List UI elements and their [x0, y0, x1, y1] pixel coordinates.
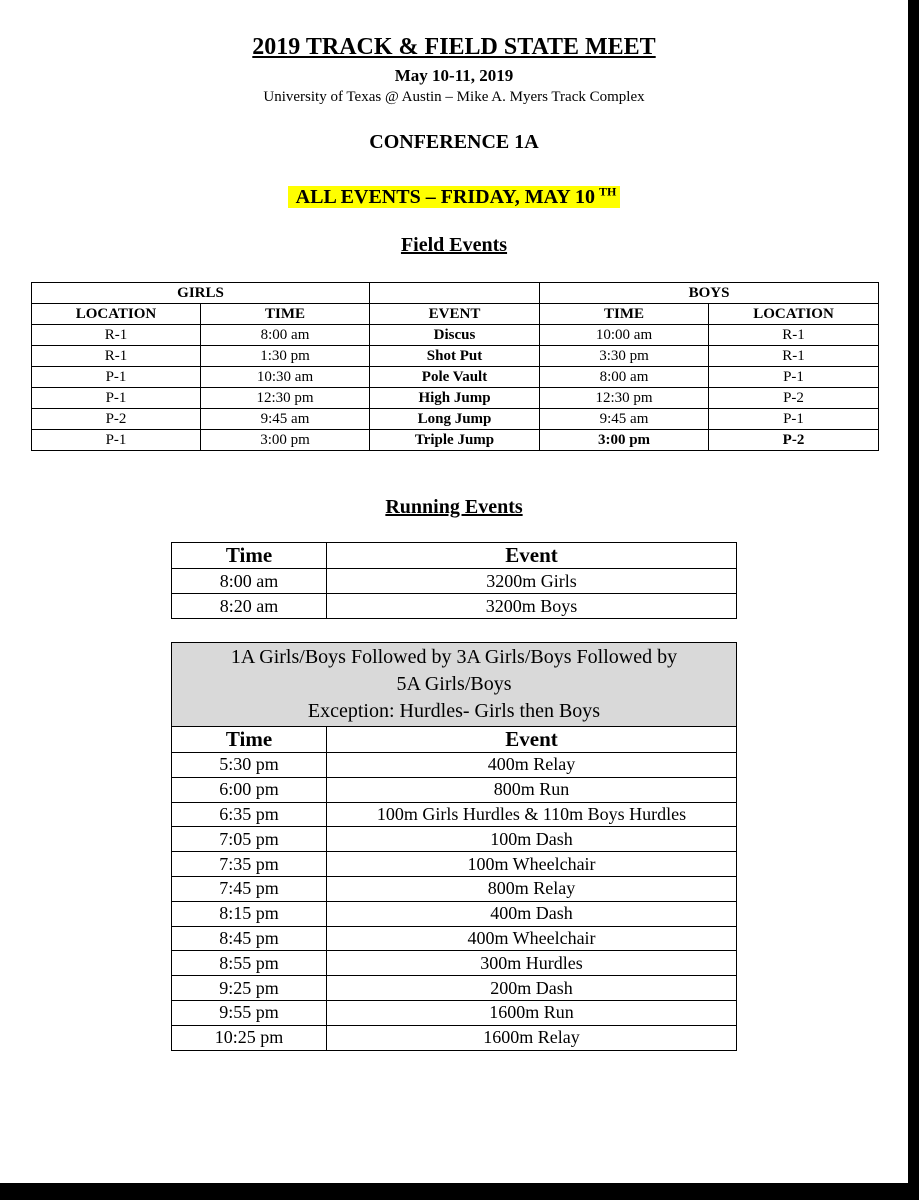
column-header: LOCATION: [32, 304, 201, 325]
table-cell: 7:35 pm: [172, 852, 327, 877]
table-row: [172, 827, 737, 852]
table-cell: P-1: [709, 409, 879, 430]
field-events-table: [31, 282, 879, 451]
table-row: [32, 346, 879, 367]
conference-label: CONFERENCE 1A: [369, 131, 539, 153]
table-cell: 8:00 am: [172, 569, 327, 594]
table-cell: 400m Dash: [327, 901, 737, 926]
banner-line: Exception: Hurdles- Girls then Boys: [307, 700, 601, 722]
table-cell: 10:25 pm: [172, 1025, 327, 1050]
table-cell: 9:45 am: [201, 409, 370, 430]
table-cell: 3200m Girls: [327, 569, 737, 594]
table-row: [32, 388, 879, 409]
table-cell: 1600m Run: [327, 1000, 737, 1025]
table-row: [172, 951, 737, 976]
table-row: [172, 1000, 737, 1025]
table-cell: 100m Wheelchair: [327, 852, 737, 877]
table-cell: 1600m Relay: [327, 1025, 737, 1050]
table-cell: 3200m Boys: [327, 594, 737, 619]
order-banner: [172, 643, 737, 727]
table-cell: 100m Girls Hurdles & 110m Boys Hurdles: [327, 802, 737, 827]
table-cell: Pole Vault: [370, 367, 540, 388]
table-cell: 8:20 am: [172, 594, 327, 619]
table-row: [32, 367, 879, 388]
table-cell: P-1: [32, 430, 201, 451]
table-cell: 100m Dash: [327, 827, 737, 852]
table-cell: 7:45 pm: [172, 876, 327, 901]
column-header: TIME: [201, 304, 370, 325]
table-cell: 5:30 pm: [172, 753, 327, 778]
table-cell: 6:35 pm: [172, 802, 327, 827]
meet-dates: May 10-11, 2019: [394, 66, 514, 85]
table-row: [172, 852, 737, 877]
column-header: LOCATION: [709, 304, 879, 325]
table-cell: P-2: [32, 409, 201, 430]
table-row: [172, 569, 737, 594]
table-cell: P-1: [709, 367, 879, 388]
table-cell: Triple Jump: [370, 430, 540, 451]
table-cell: 3:30 pm: [540, 346, 709, 367]
table-cell: R-1: [709, 325, 879, 346]
table-cell: 12:30 pm: [201, 388, 370, 409]
table-cell: P-1: [32, 367, 201, 388]
meet-venue: University of Texas @ Austin – Mike A. Myers Track Complex: [263, 89, 645, 105]
table-cell: 800m Relay: [327, 876, 737, 901]
table-row: [172, 802, 737, 827]
table-cell: 8:00 am: [201, 325, 370, 346]
table-cell: 1:30 pm: [201, 346, 370, 367]
table-cell: R-1: [709, 346, 879, 367]
table-cell: 8:15 pm: [172, 901, 327, 926]
event-header-spacer: [370, 283, 540, 304]
table-cell: Long Jump: [370, 409, 540, 430]
table-cell: 8:55 pm: [172, 951, 327, 976]
table-row: [32, 325, 879, 346]
table-cell: 8:45 pm: [172, 926, 327, 951]
column-header: EVENT: [370, 304, 540, 325]
table-cell: 9:25 pm: [172, 976, 327, 1001]
table-cell: 3:00 pm: [201, 430, 370, 451]
table-cell: 12:30 pm: [540, 388, 709, 409]
table-row: [172, 594, 737, 619]
table-cell: P-1: [32, 388, 201, 409]
table-cell: R-1: [32, 325, 201, 346]
time-header: Time: [172, 727, 327, 753]
meet-title: 2019 TRACK & FIELD STATE MEET: [252, 34, 656, 60]
table-row: [172, 926, 737, 951]
table-row: [172, 901, 737, 926]
table-cell: 200m Dash: [327, 976, 737, 1001]
field-events-title: Field Events: [400, 234, 508, 256]
distance-events-table: [171, 542, 737, 619]
table-row: [172, 777, 737, 802]
table-row: [32, 430, 879, 451]
table-row: [32, 409, 879, 430]
table-cell: 7:05 pm: [172, 827, 327, 852]
table-cell: 9:45 am: [540, 409, 709, 430]
table-cell: 400m Relay: [327, 753, 737, 778]
table-cell: R-1: [32, 346, 201, 367]
event-header: Event: [327, 543, 737, 569]
table-cell: P-2: [709, 430, 879, 451]
table-cell: 8:00 am: [540, 367, 709, 388]
all-events-banner: ALL EVENTS – FRIDAY, MAY 10 $^{TH}$: [0, 184, 908, 209]
running-events-table: [171, 642, 737, 1051]
table-cell: 800m Run: [327, 777, 737, 802]
table-cell: Shot Put: [370, 346, 540, 367]
table-cell: 6:00 pm: [172, 777, 327, 802]
banner-line: 1A Girls/Boys Followed by 3A Girls/Boys Followed by: [230, 646, 678, 668]
table-cell: 9:55 pm: [172, 1000, 327, 1025]
table-row: [172, 753, 737, 778]
banner-line: 5A Girls/Boys: [396, 673, 512, 695]
time-header: Time: [172, 543, 327, 569]
table-row: [172, 876, 737, 901]
table-cell: P-2: [709, 388, 879, 409]
table-cell: 300m Hurdles: [327, 951, 737, 976]
table-cell: High Jump: [370, 388, 540, 409]
table-row: [172, 1025, 737, 1050]
table-cell: 3:00 pm: [540, 430, 709, 451]
running-events-title: Running Events: [385, 496, 523, 518]
event-header: Event: [327, 727, 737, 753]
boys-header: BOYS: [540, 283, 879, 304]
girls-header: GIRLS: [32, 283, 370, 304]
table-row: [172, 976, 737, 1001]
table-cell: 400m Wheelchair: [327, 926, 737, 951]
table-cell: Discus: [370, 325, 540, 346]
table-cell: 10:30 am: [201, 367, 370, 388]
table-cell: 10:00 am: [540, 325, 709, 346]
column-header: TIME: [540, 304, 709, 325]
